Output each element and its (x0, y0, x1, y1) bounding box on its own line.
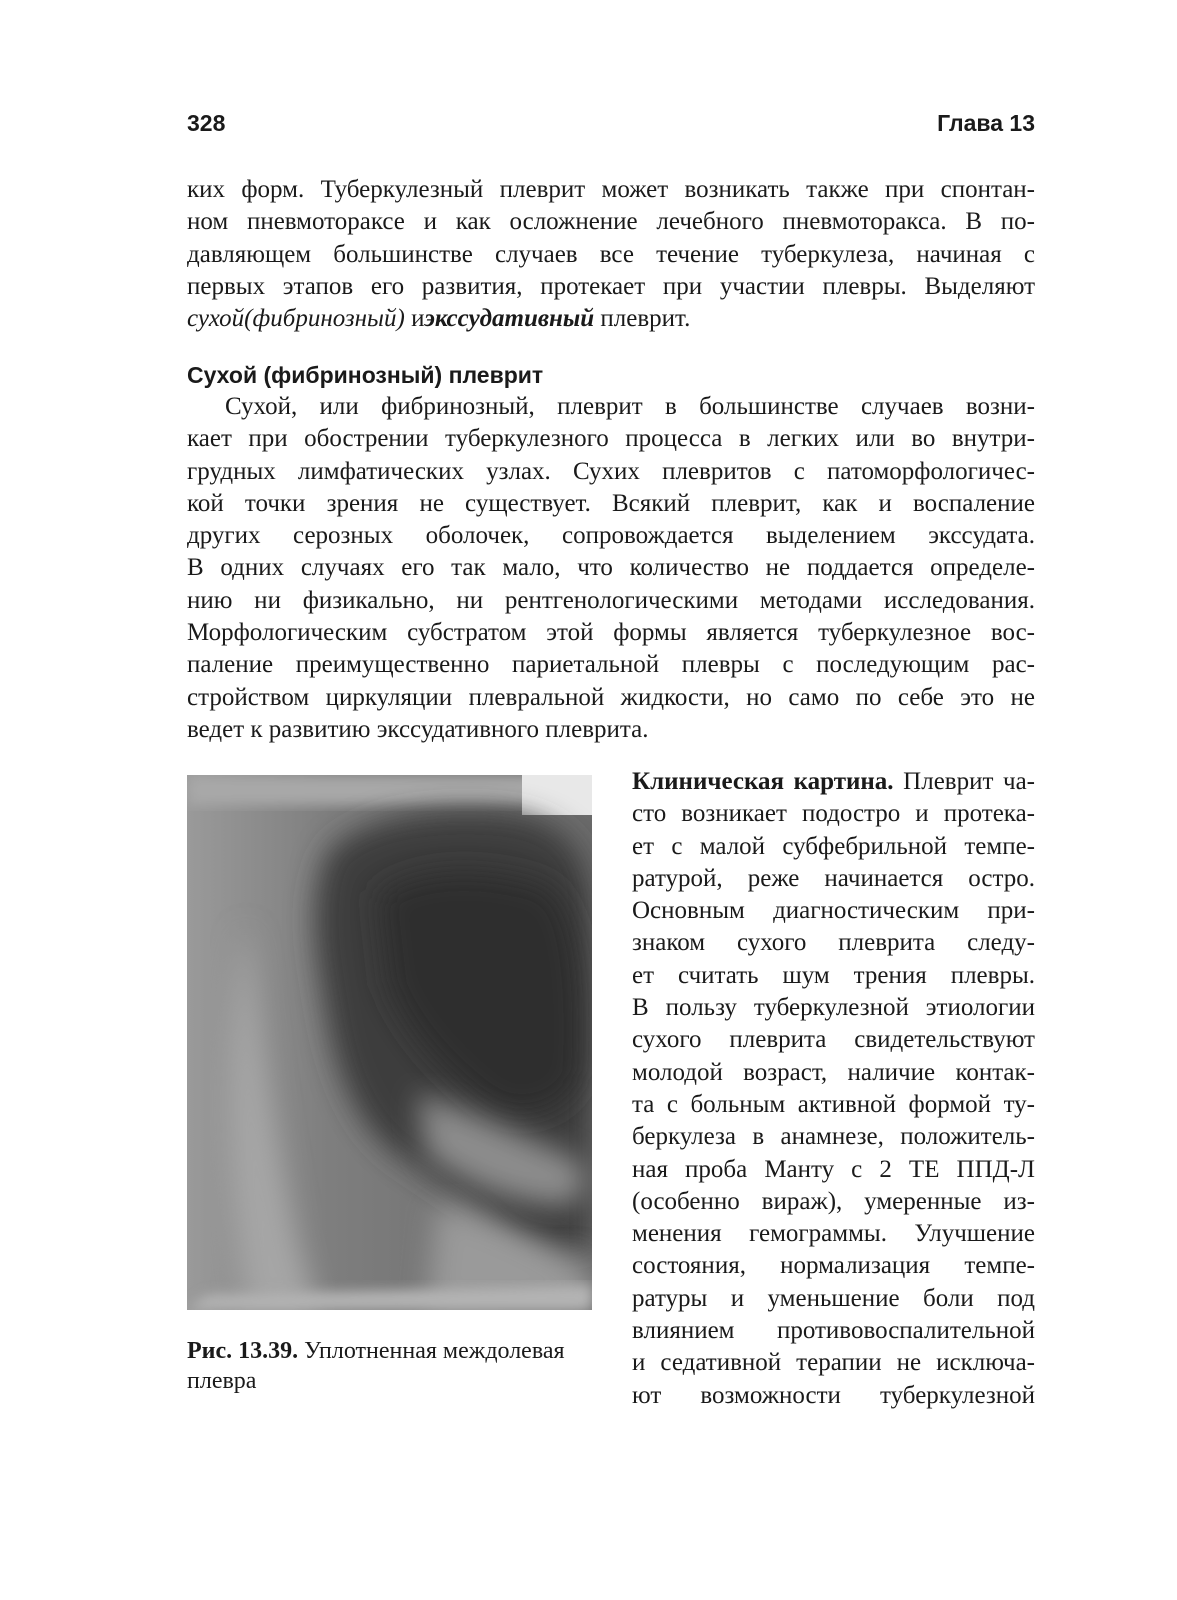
text-line: ном пневмотораксе и как осложнение лечебного пневмоторакса. В по- (187, 208, 1035, 236)
text-line: знаком сухого плеврита следу- (632, 929, 1035, 957)
term-exudative: экссудативный (424, 305, 595, 333)
text-line: давляющем большинстве случаев все течение туберкулеза, начиная с (187, 240, 1035, 268)
section-title: Сухой (фибринозный) плеврит (187, 362, 544, 388)
page-header (187, 110, 1035, 144)
text-line: сухого плеврита свидетельствуют (632, 1026, 1035, 1054)
text-line: (особенно вираж), умеренные из- (632, 1187, 1035, 1215)
text-line: и седативной терапии не исключа- (632, 1349, 1035, 1377)
term-dry: сухой(фибринозный) (187, 305, 405, 333)
text-line: ратурой, реже начинается остро. (632, 864, 1035, 892)
text-line: грудных лимфатических узлах. Сухих плевритов с патоморфологичес- (187, 457, 1035, 485)
clinical-lead: Клиническая картина. (632, 768, 894, 795)
text-line: В одних случаях его так мало, что количество не поддается определе- (187, 554, 1035, 582)
xray-image (187, 775, 592, 1310)
text-line: ет с малой субфебрильной темпе- (632, 832, 1035, 860)
text-line: стройством циркуляции плевральной жидкости, но само по себе это не (187, 683, 1035, 711)
text-line: ведет к развитию экссудативного плеврита. (187, 715, 649, 743)
section-paragraph (187, 391, 1035, 746)
text-line: ких форм. Туберкулезный плеврит может возникать также при спонтан- (187, 176, 1035, 203)
intro-paragraph (187, 174, 1035, 335)
text-line: ют возможности туберкулезной (632, 1381, 1035, 1409)
caption-text: Уплотненная междолевая (298, 1338, 565, 1364)
chapter-label: Глава 13 (937, 110, 1035, 136)
text-line: сто возникает подостро и протека- (632, 800, 1035, 828)
text-line: кой точки зрения не существует. Всякий плеврит, как и воспаление (187, 489, 1035, 517)
text-line (632, 766, 1035, 798)
text-line: состояния, нормализация темпе- (632, 1252, 1035, 1280)
text-line: Морфологическим субстратом этой формы является туберкулезное вос- (187, 619, 1035, 647)
caption-label: Рис. 13.39. (187, 1338, 299, 1364)
text-line: влиянием противовоспалительной (632, 1317, 1035, 1345)
text-line (187, 303, 1035, 335)
caption-text-2: плевра (187, 1368, 257, 1394)
text-rest: Плеврит ча- (893, 768, 1035, 795)
text-rest: плеврит. (594, 305, 691, 333)
page-number: 328 (187, 110, 226, 136)
text-line: та с больным активной формой ту- (632, 1090, 1035, 1118)
text-line: В пользу туберкулезной этиологии (632, 994, 1035, 1022)
text-line: ная проба Манту с 2 ТЕ ППД-Л (632, 1155, 1035, 1183)
text-line: беркулеза в анамнезе, положитель- (632, 1123, 1035, 1151)
text-line: ет считать шум трения плевры. (632, 961, 1035, 989)
text-line: Основным диагностическим при- (632, 897, 1035, 925)
xray-figure (187, 775, 592, 1310)
text-line: кает при обострении туберкулезного процесса в легких или во внутри- (187, 425, 1035, 453)
text-line: ратуры и уменьшение боли под (632, 1284, 1035, 1312)
text-line: нию ни физикально, ни рентгенологическими методами исследования. (187, 586, 1035, 614)
clinical-paragraph (632, 766, 1035, 1412)
text-line: паление преимущественно париетальной плевры с последующим рас- (187, 651, 1035, 679)
figure-caption (187, 1336, 592, 1396)
text-line: Сухой, или фибринозный, плеврит в большинстве случаев возни- (225, 393, 1035, 420)
text-line: первых этапов его развития, протекает при участии плевры. Выделяют (187, 272, 1035, 300)
text-line: других серозных оболочек, сопровождается выделением экссудата. (187, 522, 1035, 550)
text-line: менения гемограммы. Улучшение (632, 1220, 1035, 1248)
conjunction: и (404, 305, 425, 333)
text-line: молодой возраст, наличие контак- (632, 1058, 1035, 1086)
